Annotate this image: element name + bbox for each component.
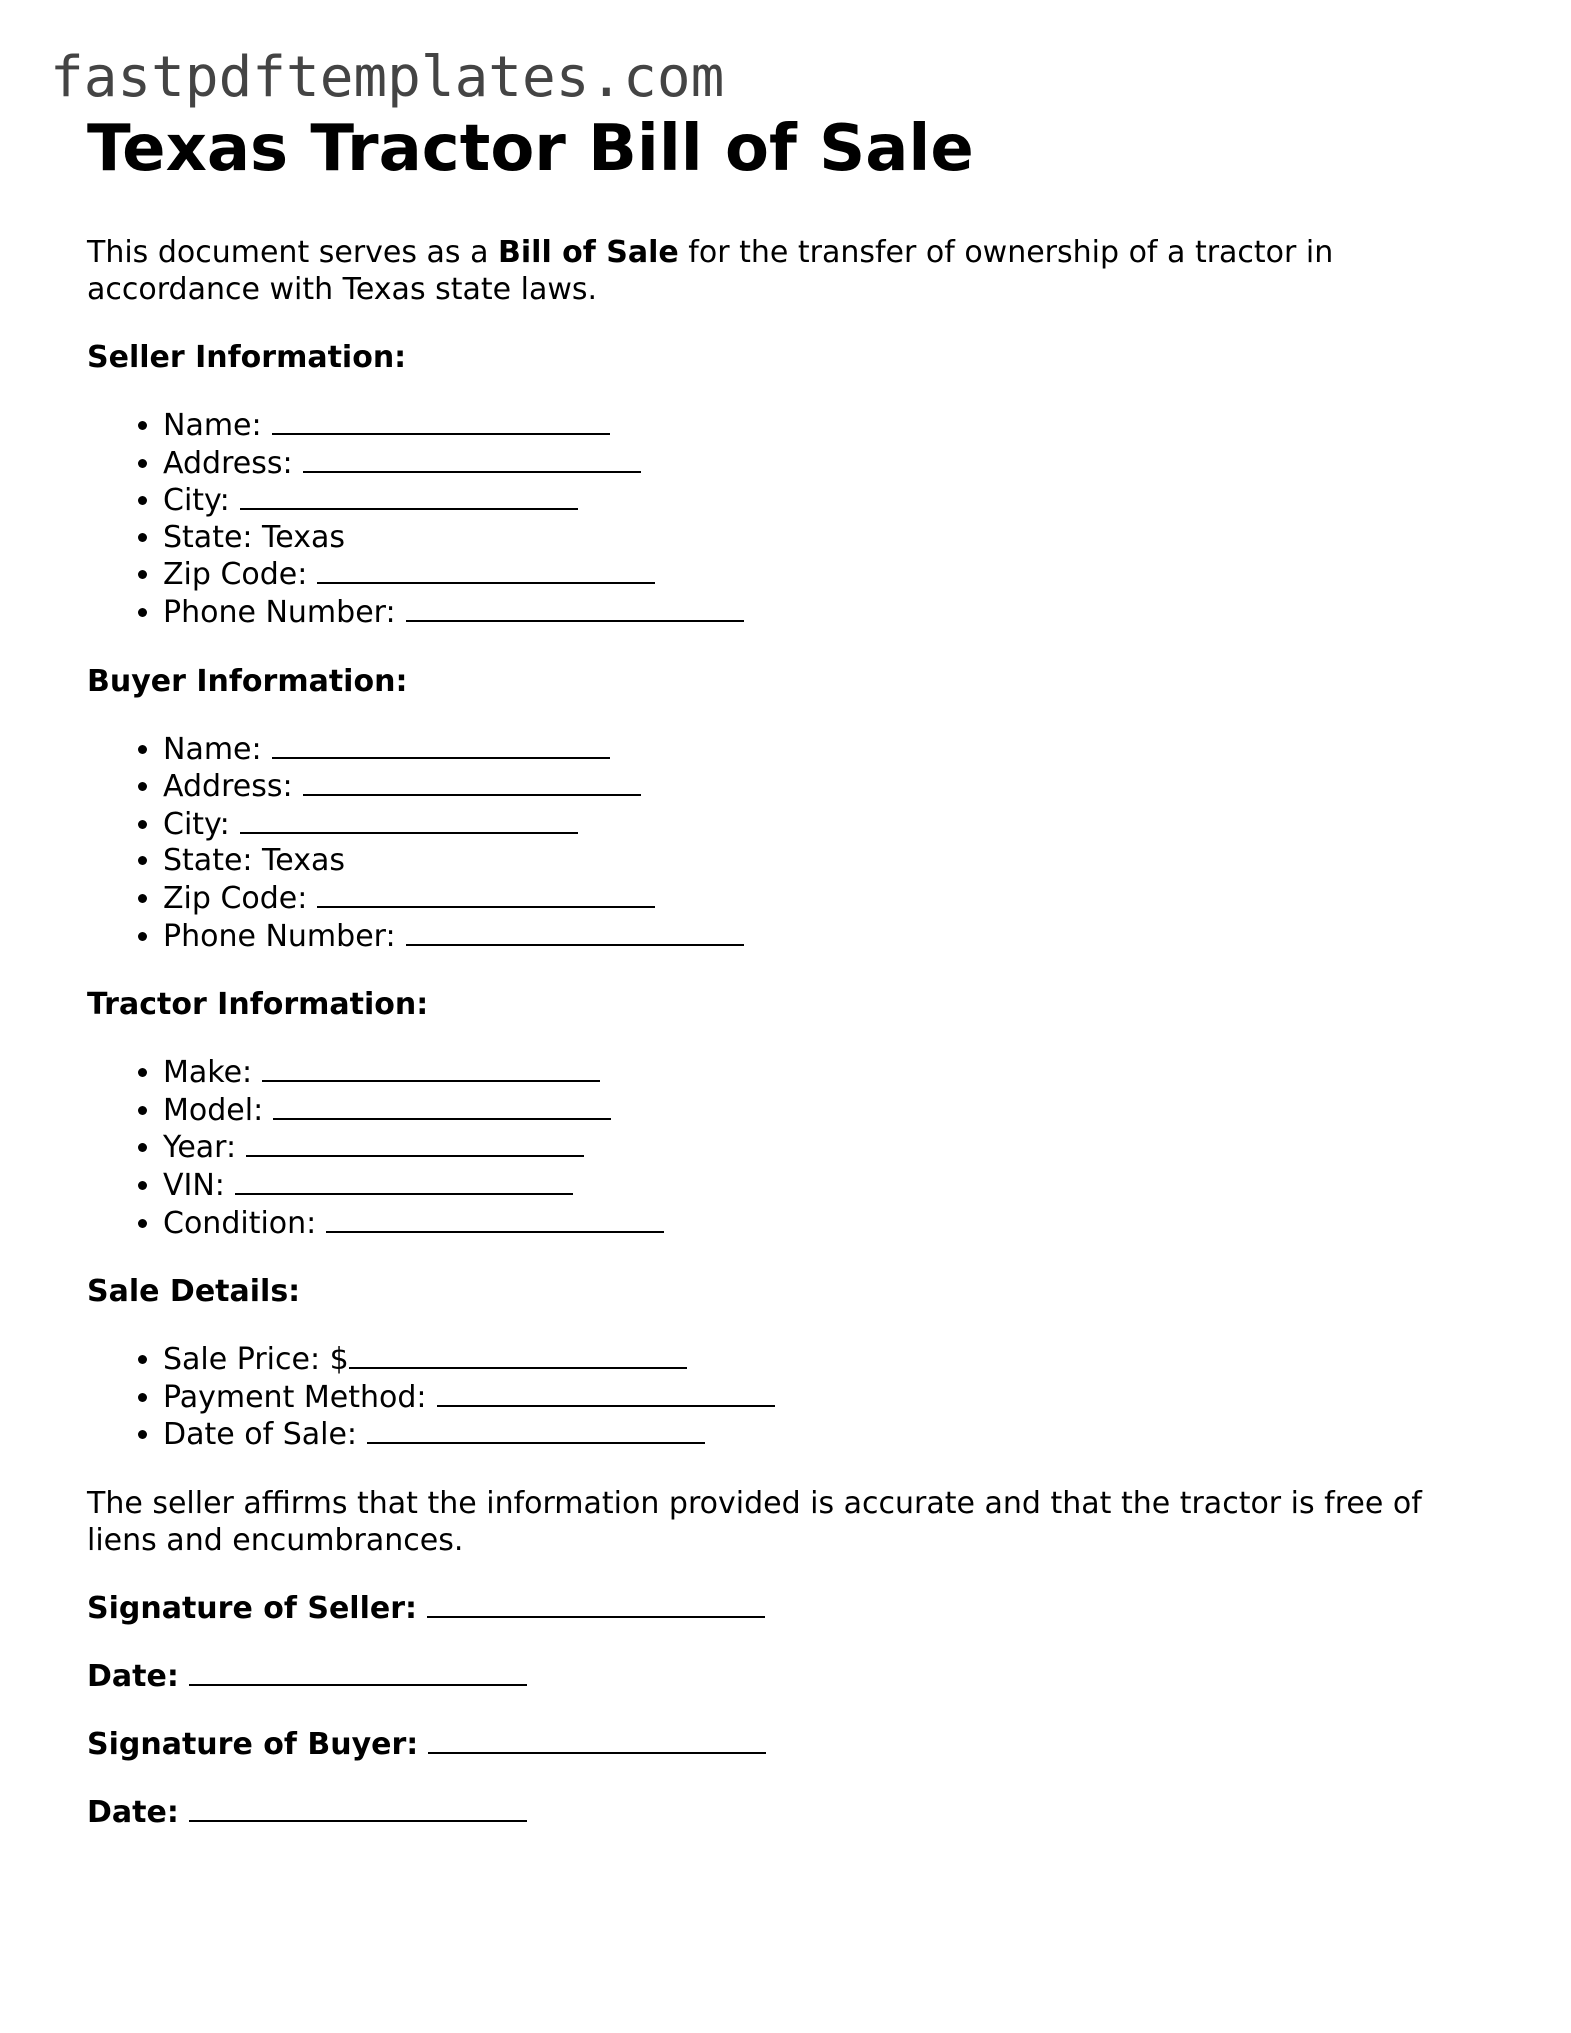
buyer-date-label: Date: — [87, 1794, 179, 1830]
buyer-signature-label: Signature of Buyer: — [87, 1726, 419, 1762]
buyer-date-field[interactable] — [189, 1794, 527, 1822]
tractor-condition-label: Condition: — [163, 1205, 317, 1241]
buyer-heading: Buyer Information: — [87, 663, 408, 699]
seller-list — [87, 407, 1487, 632]
buyer-signature-field[interactable] — [428, 1726, 766, 1754]
seller-zip-label: Zip Code: — [163, 557, 308, 593]
tractor-vin-field[interactable] — [235, 1167, 573, 1195]
buyer-state-label: State: Texas — [163, 843, 345, 879]
tractor-year-field[interactable] — [246, 1129, 584, 1157]
tractor-model-item — [163, 1092, 1487, 1130]
buyer-name-label: Name: — [163, 731, 262, 767]
seller-zip-item — [163, 556, 1487, 594]
buyer-address-field[interactable] — [303, 768, 641, 796]
seller-address-item — [163, 445, 1487, 483]
sale-price-item — [163, 1341, 1487, 1379]
seller-signature-row — [87, 1590, 1487, 1627]
tractor-model-label: Model: — [163, 1092, 264, 1128]
sale-list — [87, 1341, 1487, 1454]
sale-price-label: Sale Price: $ — [163, 1342, 349, 1378]
intro-bold-term: Bill of Sale — [498, 235, 679, 270]
buyer-name-field[interactable] — [272, 731, 610, 759]
seller-name-field[interactable] — [272, 407, 610, 435]
tractor-list — [87, 1054, 1487, 1242]
page-title: Texas Tractor Bill of Sale — [87, 112, 974, 186]
intro-text-before: This document serves as a — [87, 235, 499, 270]
seller-phone-field[interactable] — [406, 594, 744, 622]
tractor-make-item — [163, 1054, 1487, 1092]
seller-address-field[interactable] — [303, 445, 641, 473]
tractor-vin-item — [163, 1167, 1487, 1205]
sale-date-field[interactable] — [367, 1416, 705, 1444]
document-page — [87, 110, 1487, 1862]
buyer-address-label: Address: — [163, 769, 293, 805]
seller-date-field[interactable] — [189, 1658, 527, 1686]
seller-date-row — [87, 1658, 1487, 1695]
buyer-zip-label: Zip Code: — [163, 880, 308, 916]
seller-signature-field[interactable] — [427, 1590, 765, 1618]
tractor-condition-item — [163, 1205, 1487, 1243]
watermark-text: fastpdftemplates.com — [50, 45, 725, 110]
seller-city-item — [163, 482, 1487, 520]
seller-name-label: Name: — [163, 408, 262, 443]
seller-city-label: City: — [163, 483, 230, 519]
buyer-city-label: City: — [163, 806, 230, 842]
sale-date-label: Date of Sale: — [163, 1417, 358, 1453]
seller-phone-item — [163, 594, 1487, 632]
seller-name-item — [163, 407, 1487, 445]
sale-payment-label: Payment Method: — [163, 1379, 427, 1415]
seller-heading: Seller Information: — [87, 340, 407, 375]
buyer-list — [87, 731, 1487, 956]
tractor-year-label: Year: — [163, 1130, 237, 1166]
seller-zip-field[interactable] — [317, 556, 655, 584]
seller-date-label: Date: — [87, 1658, 179, 1694]
seller-state-label: State: Texas — [163, 519, 345, 555]
tractor-vin-label: VIN: — [163, 1167, 225, 1203]
buyer-phone-field[interactable] — [406, 918, 744, 946]
tractor-model-field[interactable] — [273, 1092, 611, 1120]
sale-price-field[interactable] — [349, 1341, 687, 1369]
sale-payment-field[interactable] — [437, 1379, 775, 1407]
seller-phone-label: Phone Number: — [163, 594, 396, 630]
seller-address-label: Address: — [163, 445, 293, 481]
buyer-zip-item — [163, 880, 1487, 918]
affirmation-paragraph: The seller affirms that the information provided is accurate and that the tractor is free of liens and encumbrances. — [87, 1485, 1422, 1558]
buyer-phone-label: Phone Number: — [163, 918, 396, 954]
intro-text-after: for the transfer of ownership of a tractor in accordance with Texas state laws. — [87, 235, 1334, 307]
sale-heading: Sale Details: — [87, 1274, 301, 1310]
buyer-date-row — [87, 1794, 1487, 1831]
buyer-state-item — [163, 843, 1487, 880]
buyer-city-field[interactable] — [240, 806, 578, 834]
sale-date-item — [163, 1416, 1487, 1454]
buyer-city-item — [163, 806, 1487, 844]
tractor-make-field[interactable] — [262, 1054, 600, 1082]
intro-paragraph — [87, 234, 1487, 308]
seller-city-field[interactable] — [240, 482, 578, 510]
buyer-address-item — [163, 768, 1487, 806]
buyer-signature-row — [87, 1726, 1487, 1763]
tractor-condition-field[interactable] — [326, 1205, 664, 1233]
tractor-year-item — [163, 1129, 1487, 1167]
buyer-name-item — [163, 731, 1487, 769]
sale-payment-item — [163, 1379, 1487, 1417]
tractor-make-label: Make: — [163, 1055, 253, 1091]
seller-signature-label: Signature of Seller: — [87, 1590, 418, 1626]
buyer-phone-item — [163, 918, 1487, 956]
seller-state-item — [163, 520, 1487, 557]
buyer-zip-field[interactable] — [317, 880, 655, 908]
tractor-heading: Tractor Information: — [87, 987, 429, 1023]
